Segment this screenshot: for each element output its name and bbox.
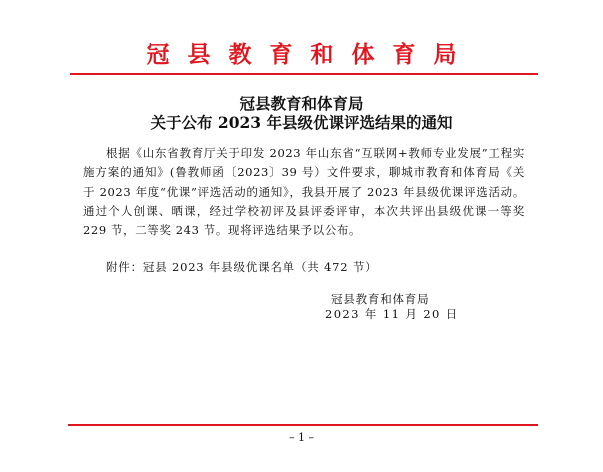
notice-title-line2: 关于公布 2023 年县级优课评选结果的通知 (150, 113, 453, 132)
page-number: – 1 – (289, 431, 314, 444)
attachment-line: 附件：冠县 2023 年县级优课名单（共 472 节） (106, 260, 378, 274)
header-red-rule (70, 73, 538, 75)
signature-org: 冠县教育和体育局 (331, 292, 430, 306)
notice-title-line1: 冠县教育和体育局 (239, 94, 364, 113)
footer-red-rule (68, 424, 538, 426)
header-org-banner: 冠县教育和体育局 (146, 41, 475, 68)
signature-date: 2023 年 11 月 20 日 (325, 307, 459, 321)
notice-body-paragraph: 根据《山东省教育厅关于印发 2023 年山东省“互联网+教师专业发展”工程实施方案的通知》(鲁教师函〔2023〕39 号）文件要求，聊城市教育和体育局《关于 2023 年度“优课”评选活动的通知》，我县开展了 2023 年县级优课评选活动。通过个人创课、晒课，经过学校初评及县评委评审，本次共评出县级优课一等奖 229 节，二等奖 243 节。现将评选结果予以公布。 (83, 146, 525, 238)
